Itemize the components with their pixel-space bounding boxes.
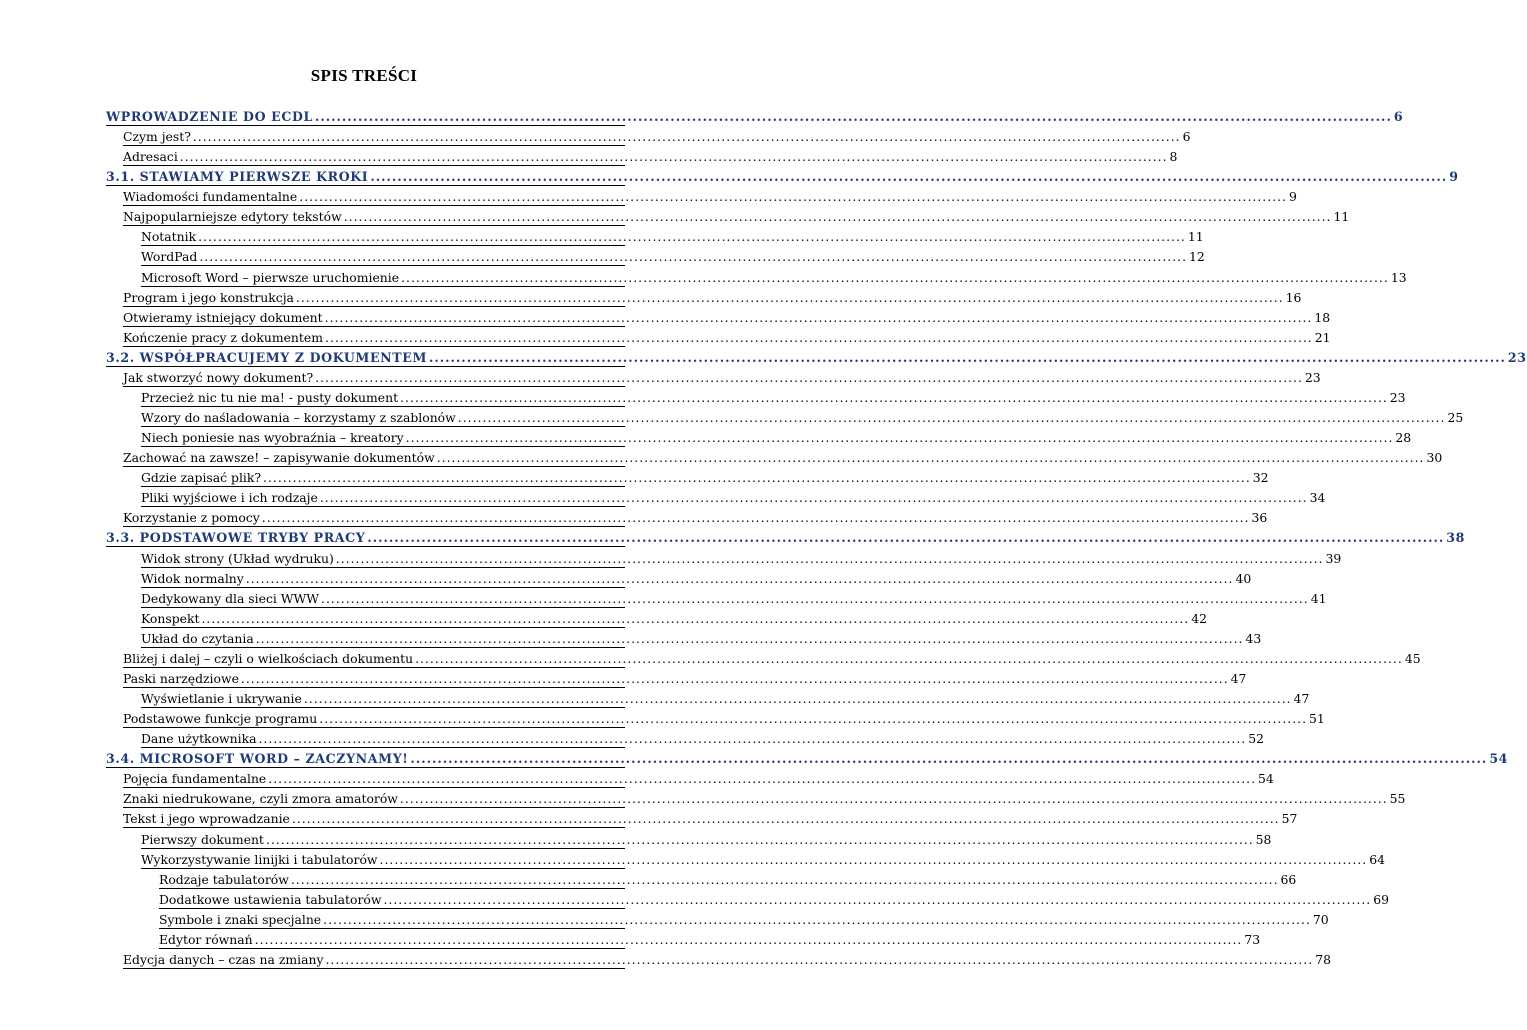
toc-entry-title: Korzystanie z pomocy [123,510,260,526]
toc-entry-title: 3.1. STAWIAMY PIERWSZE KROKI [106,169,369,185]
dot-leader: ........................................................................................................................................................................................................ [291,811,1280,827]
dot-leader: ........................................................................................................................................................................................................ [295,289,1284,305]
dot-leader: ........................................................................................................................................................................................................ [179,149,1168,165]
toc-entry-title: Pliki wyjściowe i ich rodzaje [141,490,318,506]
toc-entry-title: Niech poniesie nas wyobraźnia – kreatory [141,430,404,446]
dot-leader: ........................................................................................................................................................................................................ [255,630,1244,646]
toc-entry-page: 58 [1255,831,1272,847]
dot-leader: ........................................................................................................................................................................................................ [315,369,1303,385]
dot-leader: ........................................................................................................................................................................................................ [343,209,1332,225]
dot-leader: ........................................................................................................................................................................................................ [254,931,1243,947]
dot-leader: ........................................................................................................................................................................................................ [401,269,1389,285]
dot-leader: ........................................................................................................................................................................................................ [457,410,1446,426]
toc-entry-page: 38 [1446,530,1465,546]
toc-entry-title: Edycja danych – czas na zmiany [123,951,324,967]
toc-entry[interactable] [123,771,1274,788]
toc-entry[interactable] [159,911,1329,929]
toc-entry[interactable] [123,450,1443,467]
dot-leader: ........................................................................................................................................................................................................ [263,470,1251,486]
toc-entry-title: Czym jest? [123,129,191,145]
toc-entry-page: 8 [1169,149,1178,165]
dot-leader: ........................................................................................................................................................................................................ [201,610,1190,626]
toc-entry-page: 54 [1489,751,1509,767]
toc-entry[interactable] [141,389,1406,407]
toc-entry[interactable] [141,470,1269,487]
dot-leader: ........................................................................................................................................................................................................ [367,530,1445,546]
dot-leader: ........................................................................................................................................................................................................ [410,751,1488,767]
toc-entry[interactable] [123,189,1297,206]
toc-entry-page: 18 [1314,309,1331,325]
toc-entry-title: Program i jego konstrukcja [123,289,294,305]
toc-entry[interactable] [123,811,1298,828]
toc-entry-title: Otwieramy istniejący dokument [123,309,323,325]
toc-entry-title: Notatnik [141,229,197,245]
toc-entry[interactable] [123,670,1247,688]
toc-entry-title: Bliżej i dalej – czyli o wielkościach dokumentu [123,650,414,666]
dot-leader: ........................................................................................................................................................................................................ [324,309,1313,325]
toc-entry-page: 47 [1293,691,1310,707]
toc-entry-page: 70 [1312,911,1329,927]
toc-entry-page: 42 [1191,610,1207,626]
toc-entry-title: Tekst i jego wprowadzanie [123,811,290,827]
dot-leader: ........................................................................................................................................................................................................ [415,650,1403,666]
toc-entry-title: WPROWADZENIE DO ECDL [106,109,313,124]
toc-entry-title: Konspekt [141,610,200,626]
toc-entry-title: Pierwszy dokument [141,831,264,847]
toc-entry-page: 66 [1280,871,1297,887]
toc-entry[interactable] [123,149,1178,166]
toc-entry[interactable] [106,109,1404,126]
toc-entry-page: 32 [1252,470,1269,486]
dot-leader: ........................................................................................................................................................................................................ [324,329,1313,345]
toc-entry-page: 30 [1426,450,1443,466]
toc-entry-page: 9 [1449,169,1459,185]
toc-entry[interactable] [141,731,1264,748]
toc-entry-page: 54 [1258,771,1274,787]
toc-entry-page: 52 [1248,731,1264,747]
dot-leader: ........................................................................................................................................................................................................ [261,510,1250,526]
toc-entry-page: 64 [1369,851,1386,867]
toc-entry[interactable] [141,570,1252,588]
toc-entry-title: Gdzie zapisać plik? [141,470,262,486]
toc-entry-page: 47 [1230,670,1247,686]
toc-entry[interactable] [123,369,1321,387]
toc-entry-page: 28 [1395,430,1412,446]
toc-entry-title: Widok normalny [141,570,244,586]
toc-entry[interactable] [141,249,1205,266]
toc-entry-title: Microsoft Word – pierwsze uruchomienie [141,269,400,285]
dot-leader: ........................................................................................................................................................................................................ [268,771,1257,787]
toc-entry-page: 36 [1251,510,1268,526]
toc-entry[interactable] [123,711,1325,728]
toc-entry-page: 21 [1314,329,1331,345]
dot-leader: ........................................................................................................................................................................................................ [319,490,1308,506]
toc-entry-page: 6 [1182,129,1191,145]
toc-entry-page: 69 [1373,891,1389,907]
toc-entry[interactable] [141,410,1464,427]
toc-entry-title: Wykorzystywanie linijki i tabulatorów [141,851,378,867]
toc-entry-title: Jak stworzyć nowy dokument? [123,369,314,385]
dot-leader: ........................................................................................................................................................................................................ [314,109,1392,124]
dot-leader: ........................................................................................................................................................................................................ [429,349,1506,365]
dot-leader: ........................................................................................................................................................................................................ [383,891,1372,907]
toc-entry-title: Najpopularniejsze edytory tekstów [123,209,342,225]
toc-entry-page: 9 [1288,189,1297,205]
toc-entry-page: 45 [1404,650,1421,666]
toc-entry[interactable] [123,209,1350,226]
toc-entry-page: 11 [1187,229,1204,245]
toc-entry[interactable] [141,831,1272,849]
toc-entry-page: 13 [1390,269,1407,285]
dot-leader: ........................................................................................................................................................................................................ [198,229,1186,245]
dot-leader: ........................................................................................................................................................................................................ [303,691,1292,707]
toc-entry[interactable] [141,630,1262,648]
dot-leader: ........................................................................................................................................................................................................ [299,189,1287,205]
toc-entry[interactable] [141,851,1386,869]
toc-entry[interactable] [123,791,1406,808]
toc-entry-title: Pojęcia fundamentalne [123,771,267,787]
toc-entry[interactable] [141,490,1326,507]
toc-entry[interactable] [123,329,1331,347]
toc-entry-page: 12 [1189,249,1205,265]
toc-entry[interactable] [123,309,1331,327]
dot-leader: ........................................................................................................................................................................................................ [323,911,1311,927]
toc-entry-page: 39 [1325,550,1342,566]
dot-leader: ........................................................................................................................................................................................................ [265,831,1254,847]
toc-entry-title: Wyświetlanie i ukrywanie [141,691,302,707]
toc-entry[interactable] [123,951,1331,969]
toc-entry[interactable] [141,610,1207,628]
toc-entry-page: 40 [1235,570,1252,586]
toc-entry-page: 55 [1389,791,1406,807]
toc-entry-title: WordPad [141,249,198,265]
toc-entry[interactable] [106,349,1527,367]
toc-entry[interactable] [123,510,1268,527]
toc-entry-page: 73 [1244,931,1261,947]
toc-entry-title: 3.4. MICROSOFT WORD – ZACZYNAMY! [106,751,409,767]
toc-entry-title: 3.3. PODSTAWOWE TRYBY PRACY [106,530,366,546]
toc-entry[interactable] [159,871,1297,889]
toc-entry[interactable] [141,430,1412,447]
toc-entry[interactable] [159,891,1389,909]
toc-entry-title: Dane użytkownika [141,731,257,747]
dot-leader: ........................................................................................................................................................................................................ [319,711,1308,727]
toc-entry-page: 11 [1333,209,1350,225]
toc-entry-title: Układ do czytania [141,630,254,646]
toc-entry[interactable] [159,931,1261,949]
toc-entry-page: 6 [1393,109,1404,124]
toc-entry-page: 23 [1507,349,1527,365]
toc-entry[interactable] [123,650,1421,668]
toc-entry-title: 3.2. WSPÓŁPRACUJEMY Z DOKUMENTEM [106,349,427,365]
dot-leader: ........................................................................................................................................................................................................ [405,430,1394,446]
dot-leader: ........................................................................................................................................................................................................ [240,670,1229,686]
toc-entry-page: 43 [1245,630,1262,646]
toc-entry-title: Zachować na zawsze! – zapisywanie dokumentów [123,450,435,466]
dot-leader: ........................................................................................................................................................................................................ [321,590,1309,606]
toc-entry[interactable] [141,691,1310,708]
toc-entry-title: Wiadomości fundamentalne [123,189,298,205]
toc-entry-page: 16 [1285,289,1302,305]
toc-entry-title: Wzory do naśladowania – korzystamy z szablonów [141,410,456,426]
dot-leader: ........................................................................................................................................................................................................ [325,951,1314,967]
toc-entry[interactable] [106,751,1509,768]
toc-entry-page: 23 [1389,389,1406,405]
toc-entry-title: Adresaci [123,149,178,165]
toc-entry-page: 78 [1315,951,1331,967]
page-title: SPIS TREŚCI [310,66,418,85]
dot-leader: ........................................................................................................................................................................................................ [370,169,1448,185]
toc-entry[interactable] [106,530,1465,547]
dot-leader: ........................................................................................................................................................................................................ [290,871,1279,887]
toc-entry-page: 34 [1309,490,1326,506]
toc-entry-page: 23 [1304,369,1321,385]
toc-entry-page: 25 [1447,410,1464,426]
dot-leader: ........................................................................................................................................................................................................ [399,791,1388,807]
dot-leader: ........................................................................................................................................................................................................ [400,389,1388,405]
toc-entry-page: 41 [1310,590,1327,606]
dot-leader: ........................................................................................................................................................................................................ [199,249,1188,265]
toc-entry-page: 57 [1281,811,1298,827]
toc-entry-title: Znaki niedrukowane, czyli zmora amatorów [123,791,398,807]
toc-entry-title: Dodatkowe ustawienia tabulatorów [159,891,382,907]
dot-leader: ........................................................................................................................................................................................................ [245,570,1234,586]
toc-entry[interactable] [106,169,1459,186]
dot-leader: ........................................................................................................................................................................................................ [335,550,1324,566]
toc-entry-title: Symbole i znaki specjalne [159,911,322,927]
toc-entry-title: Rodzaje tabulatorów [159,871,289,887]
toc-entry-title: Widok strony (Układ wydruku) [141,550,334,566]
toc-entry[interactable] [123,129,1191,146]
toc-entry[interactable] [141,229,1204,246]
dot-leader: ........................................................................................................................................................................................................ [258,731,1247,747]
toc-entry[interactable] [141,550,1342,568]
toc-entry-title: Dedykowany dla sieci WWW [141,590,320,606]
toc-entry[interactable] [141,590,1327,608]
toc-entry-title: Paski narzędziowe [123,670,239,686]
dot-leader: ........................................................................................................................................................................................................ [436,450,1425,466]
toc-entry-title: Edytor równań [159,931,253,947]
toc-entry[interactable] [123,289,1302,307]
dot-leader: ........................................................................................................................................................................................................ [192,129,1181,145]
toc-entry[interactable] [141,269,1407,287]
toc-entry-title: Podstawowe funkcje programu [123,711,318,727]
dot-leader: ........................................................................................................................................................................................................ [379,851,1368,867]
toc-entry-title: Przecież nic tu nie ma! - pusty dokument [141,389,399,405]
toc-entry-page: 51 [1309,711,1325,727]
toc-entry-title: Kończenie pracy z dokumentem [123,329,323,345]
